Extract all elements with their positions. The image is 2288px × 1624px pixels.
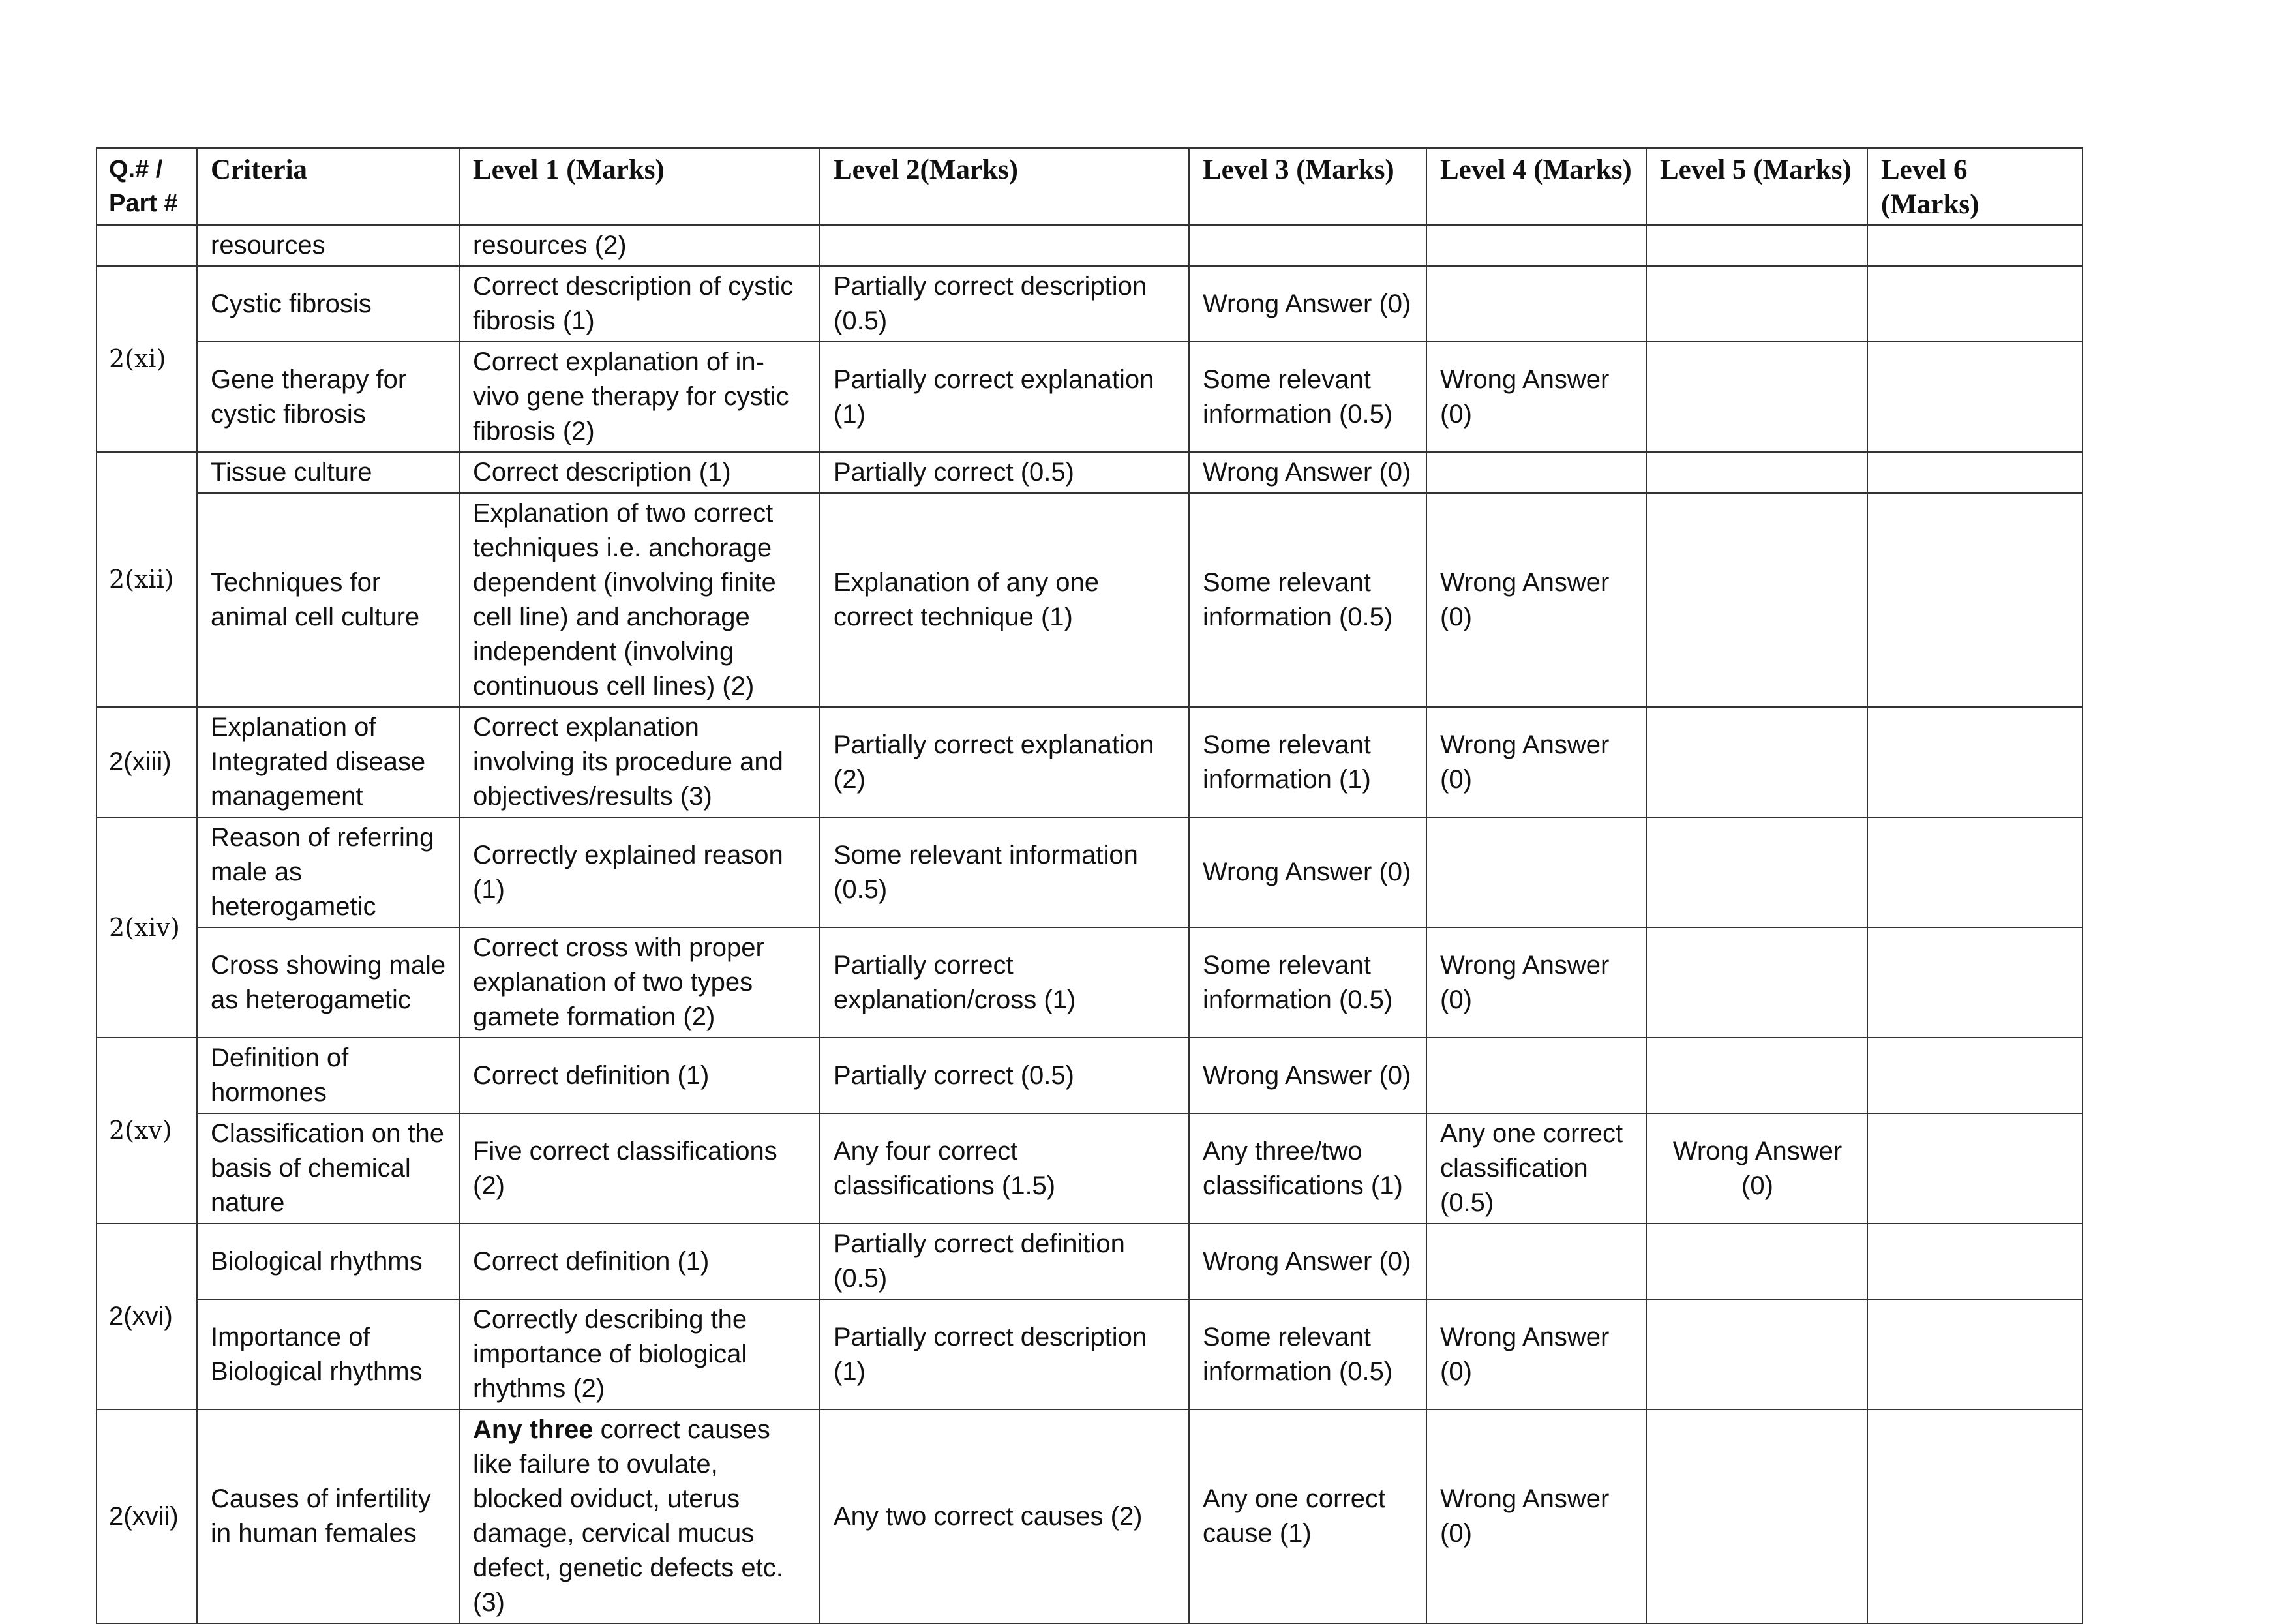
level-4-cell: Wrong Answer (0) — [1426, 707, 1646, 817]
criteria-cell: resources — [197, 225, 459, 266]
criteria-cell: Explanation of Integrated disease management — [197, 707, 459, 817]
level-1-cell: Correctly describing the importance of biological rhythms (2) — [459, 1299, 820, 1409]
level-3-cell: Some relevant information (0.5) — [1189, 927, 1426, 1038]
level-2-cell: Partially correct definition (0.5) — [820, 1224, 1189, 1299]
criteria-cell: Biological rhythms — [197, 1224, 459, 1299]
level-6-cell — [1867, 707, 2083, 817]
header-level-6: Level 6 (Marks) — [1867, 148, 2083, 225]
level-3-cell: Some relevant information (0.5) — [1189, 1299, 1426, 1409]
level-6-cell — [1867, 1409, 2083, 1623]
header-level-1: Level 1 (Marks) — [459, 148, 820, 225]
level-6-cell — [1867, 452, 2083, 493]
level-3-cell: Wrong Answer (0) — [1189, 452, 1426, 493]
level-2-cell: Partially correct description (1) — [820, 1299, 1189, 1409]
criteria-cell: Importance of Biological rhythms — [197, 1299, 459, 1409]
table-row — [97, 266, 2083, 342]
level-4-cell: Wrong Answer (0) — [1426, 342, 1646, 452]
level-4-cell — [1426, 817, 1646, 927]
level-4-cell: Wrong Answer (0) — [1426, 493, 1646, 707]
level-5-cell — [1646, 1224, 1867, 1299]
level-5-cell — [1646, 927, 1867, 1038]
header-level-2: Level 2(Marks) — [820, 148, 1189, 225]
table-row — [97, 1299, 2083, 1409]
level-4-cell — [1426, 452, 1646, 493]
level-2-cell: Partially correct description (0.5) — [820, 266, 1189, 342]
table-row — [97, 452, 2083, 493]
level-3-cell: Some relevant information (1) — [1189, 707, 1426, 817]
level-3-cell: Any three/two classifications (1) — [1189, 1113, 1426, 1224]
criteria-cell: Reason of referring male as heterogametic — [197, 817, 459, 927]
level-2-cell: Some relevant information (0.5) — [820, 817, 1189, 927]
header-criteria: Criteria — [197, 148, 459, 225]
level-1-cell: Correct description (1) — [459, 452, 820, 493]
level-2-cell: Explanation of any one correct technique (1) — [820, 493, 1189, 707]
question-cell: 2(xiv) — [97, 817, 197, 1038]
table-row — [97, 817, 2083, 927]
criteria-cell: Gene therapy for cystic fibrosis — [197, 342, 459, 452]
level-6-cell — [1867, 1299, 2083, 1409]
header-level-4: Level 4 (Marks) — [1426, 148, 1646, 225]
level-3-cell: Wrong Answer (0) — [1189, 1224, 1426, 1299]
table-row — [97, 493, 2083, 707]
level-1-cell: Explanation of two correct techniques i.e. anchorage dependent (involving finite cell line) and anchorage independent (involving continuous cell lines) (2) — [459, 493, 820, 707]
level-6-cell — [1867, 1038, 2083, 1113]
level-6-cell — [1867, 266, 2083, 342]
level-2-cell: Partially correct explanation/cross (1) — [820, 927, 1189, 1038]
level-1-cell: Correct description of cystic fibrosis (1) — [459, 266, 820, 342]
level-2-cell: Partially correct explanation (1) — [820, 342, 1189, 452]
table-row — [97, 1113, 2083, 1224]
level-5-cell: Wrong Answer (0) — [1646, 1113, 1867, 1224]
criteria-cell: Tissue culture — [197, 452, 459, 493]
criteria-cell: Causes of infertility in human females — [197, 1409, 459, 1623]
table-row — [97, 1409, 2083, 1623]
table-row — [97, 1038, 2083, 1113]
level-3-cell — [1189, 225, 1426, 266]
level-4-cell — [1426, 1038, 1646, 1113]
header-level-3: Level 3 (Marks) — [1189, 148, 1426, 225]
level-3-cell: Wrong Answer (0) — [1189, 817, 1426, 927]
level-3-cell: Wrong Answer (0) — [1189, 266, 1426, 342]
level-6-cell — [1867, 1113, 2083, 1224]
level-5-cell — [1646, 493, 1867, 707]
level-1-cell: Correct definition (1) — [459, 1038, 820, 1113]
level-4-cell — [1426, 225, 1646, 266]
level-2-cell: Partially correct explanation (2) — [820, 707, 1189, 817]
criteria-cell: Cystic fibrosis — [197, 266, 459, 342]
level-3-cell: Wrong Answer (0) — [1189, 1038, 1426, 1113]
question-cell: 2(xiii) — [97, 707, 197, 817]
level-5-cell — [1646, 452, 1867, 493]
criteria-cell: Definition of hormones — [197, 1038, 459, 1113]
level-5-cell — [1646, 225, 1867, 266]
level-6-cell — [1867, 225, 2083, 266]
level-6-cell — [1867, 493, 2083, 707]
level-3-cell: Some relevant information (0.5) — [1189, 493, 1426, 707]
table-row — [97, 225, 2083, 266]
level-6-cell — [1867, 927, 2083, 1038]
question-cell: 2(xvii) — [97, 1409, 197, 1623]
level-5-cell — [1646, 1409, 1867, 1623]
level-6-cell — [1867, 1224, 2083, 1299]
level-3-cell: Some relevant information (0.5) — [1189, 342, 1426, 452]
level-4-cell: Wrong Answer (0) — [1426, 1409, 1646, 1623]
level-1-cell: resources (2) — [459, 225, 820, 266]
level-1-cell — [459, 1409, 820, 1623]
level-5-cell — [1646, 1299, 1867, 1409]
table-row — [97, 927, 2083, 1038]
table-header-row — [97, 148, 2083, 225]
question-cell: 2(xii) — [97, 452, 197, 707]
level-4-cell: Any one correct classification (0.5) — [1426, 1113, 1646, 1224]
level-1-cell: Five correct classifications (2) — [459, 1113, 820, 1224]
table-row — [97, 707, 2083, 817]
question-cell — [97, 225, 197, 266]
question-cell: 2(xv) — [97, 1038, 197, 1224]
level-1-cell: Correct explanation involving its procedure and objectives/results (3) — [459, 707, 820, 817]
level-1-cell: Correct cross with proper explanation of two types gamete formation (2) — [459, 927, 820, 1038]
level-6-cell — [1867, 817, 2083, 927]
level-1-cell: Correct explanation of in-vivo gene therapy for cystic fibrosis (2) — [459, 342, 820, 452]
level-4-cell — [1426, 266, 1646, 342]
level-4-cell — [1426, 1224, 1646, 1299]
level-1-cell: Correct definition (1) — [459, 1224, 820, 1299]
level-2-cell: Partially correct (0.5) — [820, 1038, 1189, 1113]
question-cell: 2(xi) — [97, 266, 197, 452]
criteria-cell: Cross showing male as heterogametic — [197, 927, 459, 1038]
level-5-cell — [1646, 817, 1867, 927]
level-1-text: correct causes like failure to ovulate, blocked oviduct, uterus damage, cervical mucus defect, genetic defects etc. (3) — [473, 1415, 783, 1617]
level-4-cell: Wrong Answer (0) — [1426, 1299, 1646, 1409]
level-2-cell: Partially correct (0.5) — [820, 452, 1189, 493]
header-question-part: Q.# / Part # — [97, 148, 197, 225]
level-5-cell — [1646, 266, 1867, 342]
level-5-cell — [1646, 1038, 1867, 1113]
level-5-cell — [1646, 707, 1867, 817]
header-level-5: Level 5 (Marks) — [1646, 148, 1867, 225]
level-3-cell: Any one correct cause (1) — [1189, 1409, 1426, 1623]
marking-scheme-table — [96, 147, 2083, 1624]
level-6-cell — [1867, 342, 2083, 452]
table-row — [97, 1224, 2083, 1299]
level-2-cell: Any two correct causes (2) — [820, 1409, 1189, 1623]
criteria-cell: Techniques for animal cell culture — [197, 493, 459, 707]
level-4-cell: Wrong Answer (0) — [1426, 927, 1646, 1038]
question-cell: 2(xvi) — [97, 1224, 197, 1409]
emphasis-text: Any three — [473, 1415, 594, 1444]
level-5-cell — [1646, 342, 1867, 452]
level-2-cell: Any four correct classifications (1.5) — [820, 1113, 1189, 1224]
table-row — [97, 342, 2083, 452]
criteria-cell: Classification on the basis of chemical nature — [197, 1113, 459, 1224]
level-1-cell: Correctly explained reason (1) — [459, 817, 820, 927]
level-2-cell — [820, 225, 1189, 266]
